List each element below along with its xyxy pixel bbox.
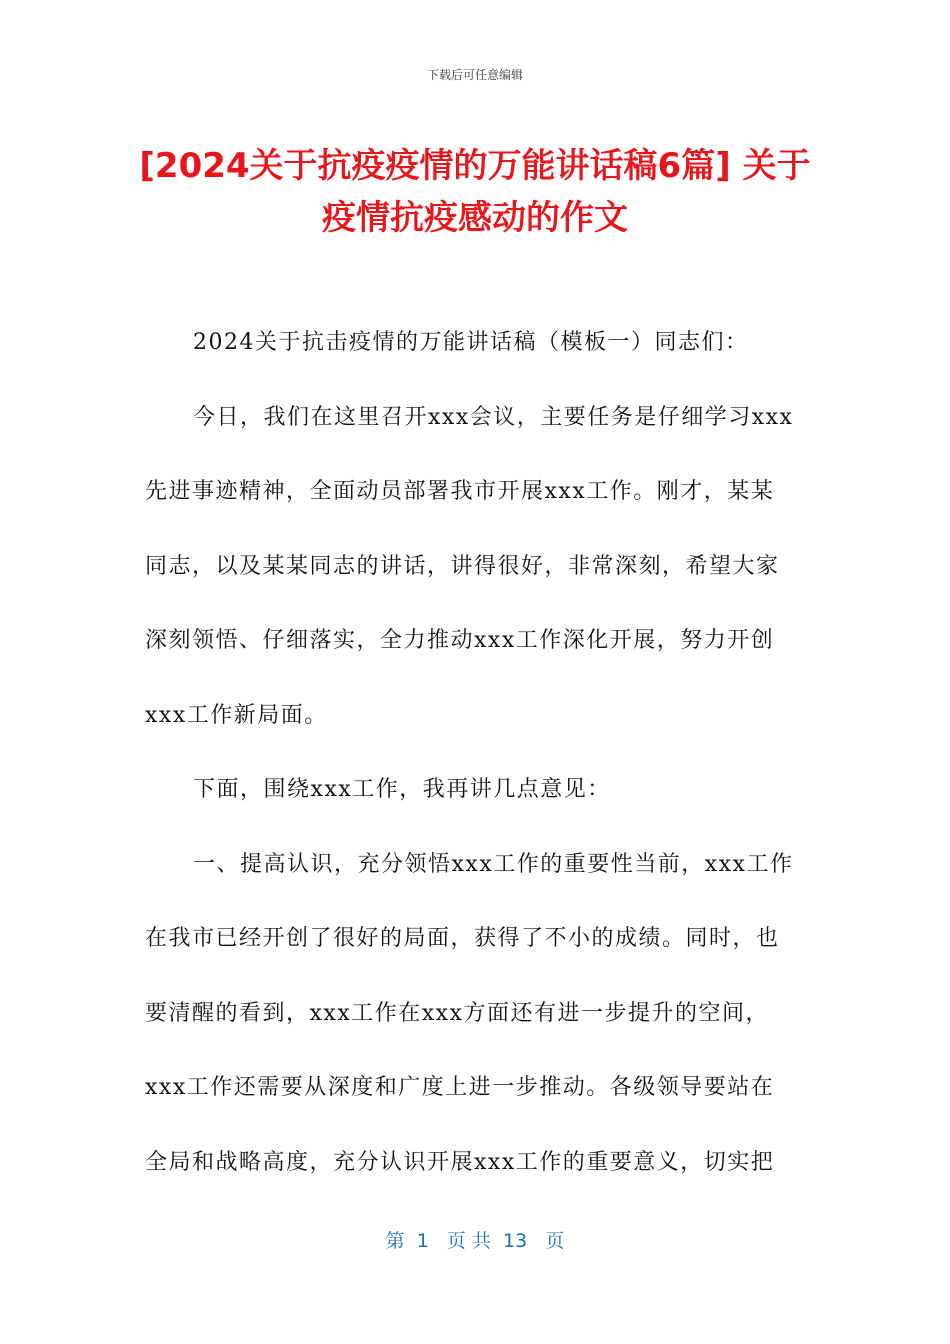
paragraph-line: xxx工作还需要从深度和广度上进一步推动。各级领导要站在: [145, 1075, 775, 1100]
paragraph-line: 今日，我们在这里召开xxx会议，主要任务是仔细学习xxx: [193, 404, 794, 430]
paragraph-line: 深刻领悟、仔细落实，全力推动xxx工作深化开展，努力开创: [145, 628, 775, 653]
title-line-2: 疫情抗疫感动的作文: [322, 198, 628, 238]
paragraph-line: 全局和战略高度，充分认识开展xxx工作的重要意义，切实把: [145, 1149, 775, 1175]
paragraph-line: 先进事迹精神，全面动员部署我市开展xxx工作。刚才，某某: [145, 479, 775, 504]
page-number-footer: 第 1 页 共 13 页: [385, 1230, 565, 1252]
paragraph-line: 要清醒的看到，xxx工作在xxx方面还有进一步提升的空间，: [145, 1000, 769, 1026]
document-title: [120, 140, 830, 244]
paragraph-line: 2024关于抗击疫情的万能讲话稿（模板一）同志们：: [193, 330, 749, 355]
paragraph-line: 下面，围绕xxx工作，我再讲几点意见：: [193, 777, 611, 802]
paragraph-line: xxx工作新局面。: [145, 702, 328, 728]
document-body: [145, 322, 810, 1216]
title-line-1: [2024关于抗疫疫情的万能讲话稿6篇] 关于: [139, 146, 811, 186]
paragraph-line: 同志，以及某某同志的讲话，讲得很好，非常深刻，希望大家: [145, 553, 780, 579]
paragraph-line: 在我市已经开创了很好的局面，获得了不小的成绩。同时，也: [145, 926, 780, 951]
paragraph-line: 一、提高认识，充分领悟xxx工作的重要性当前，xxx工作: [193, 851, 794, 877]
page-header: 下载后可任意编辑: [426, 68, 523, 82]
